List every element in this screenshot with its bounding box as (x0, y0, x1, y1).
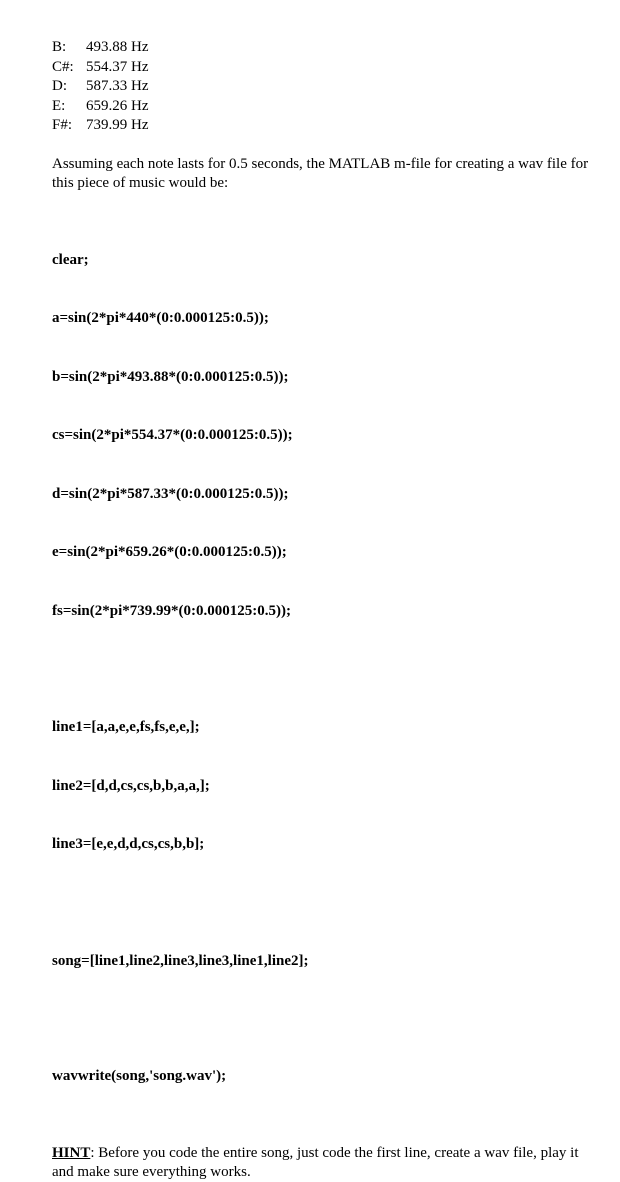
code-note-definitions (52, 212, 592, 661)
code-line: line3=[e,e,d,d,cs,cs,b,b]; (52, 836, 205, 852)
hint-paragraph (52, 1144, 592, 1182)
code-line-definitions (52, 679, 592, 894)
code-line: d=sin(2*pi*587.33*(0:0.000125:0.5)); (52, 485, 289, 502)
code-line: b=sin(2*pi*493.88*(0:0.000125:0.5)); (52, 368, 289, 385)
note-name: E: (52, 97, 66, 114)
note-frequency: 493.88 Hz (86, 39, 149, 55)
code-line: line1=[a,a,e,e,fs,fs,e,e,]; (52, 719, 200, 735)
code-song-definition (52, 913, 592, 1011)
note-frequency: 739.99 Hz (86, 117, 149, 133)
note-name: F#: (52, 117, 73, 133)
frequency-row (52, 97, 592, 117)
code-line: wavwrite(song,'song.wav'); (52, 1068, 227, 1084)
code-wavwrite (52, 1028, 592, 1126)
note-frequency: 659.26 Hz (86, 97, 149, 114)
code-line: e=sin(2*pi*659.26*(0:0.000125:0.5)); (52, 544, 287, 560)
intro-paragraph: Assuming each note lasts for 0.5 seconds, the MATLAB m-file for creating a wav file for this piece of music would be: (52, 155, 589, 191)
note-frequency: 587.33 Hz (86, 78, 149, 94)
document-page (52, 38, 592, 1182)
frequency-row (52, 58, 592, 78)
code-line: song=[line1,line2,line3,line3,line1,line2]; (52, 952, 309, 969)
note-name: D: (52, 78, 67, 94)
note-name: B: (52, 39, 67, 55)
frequency-row (52, 38, 592, 58)
frequency-row (52, 77, 592, 97)
code-line: fs=sin(2*pi*739.99*(0:0.000125:0.5)); (52, 602, 291, 619)
note-frequency: 554.37 Hz (86, 58, 149, 75)
code-line: clear; (52, 251, 89, 268)
hint-label: HINT (52, 1144, 91, 1161)
code-line: a=sin(2*pi*440*(0:0.000125:0.5)); (52, 310, 269, 326)
frequency-list (52, 38, 592, 136)
frequency-row (52, 116, 592, 136)
code-line: line2=[d,d,cs,cs,b,b,a,a,]; (52, 777, 210, 794)
hint-text: : Before you code the entire song, just code the first line, create a wav file, play it and make sure everything works. (52, 1144, 579, 1180)
note-name: C#: (52, 58, 74, 75)
code-line: cs=sin(2*pi*554.37*(0:0.000125:0.5)); (52, 427, 293, 443)
